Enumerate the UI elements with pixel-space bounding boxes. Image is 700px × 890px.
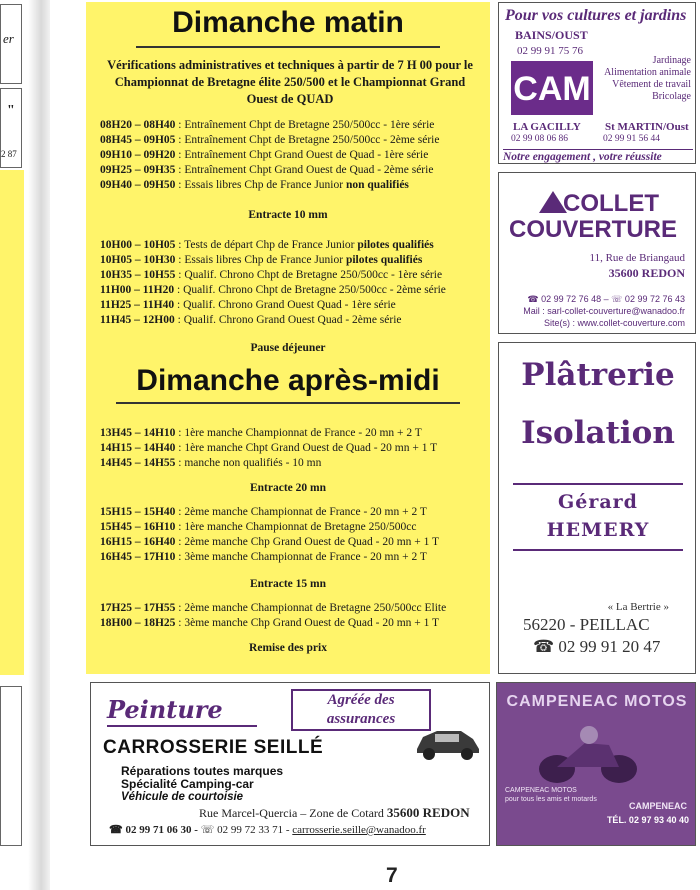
schedule-time: 13H45 – 14H10	[100, 427, 176, 439]
schedule-time: 11H45 – 12H00	[100, 314, 175, 326]
schedule-qualifier: pilotes qualifiés	[357, 239, 434, 251]
carrosserie-email[interactable]: carrosserie.seille@wanadoo.fr	[292, 824, 426, 836]
schedule-row	[100, 313, 484, 328]
schedule-time: 17H25 – 17H55	[100, 602, 176, 614]
afternoon-schedule-1	[100, 426, 484, 471]
cam-advert	[498, 2, 696, 164]
schedule-time: 16H45 – 17H10	[100, 551, 176, 563]
schedule-description: : Essais libres Chp de France Junior	[175, 179, 346, 191]
schedule-time: 15H45 – 16H10	[100, 521, 176, 533]
carrosserie-contact	[109, 823, 426, 836]
platrerie-line-1: Plâtrerie	[521, 357, 675, 393]
cam-service: Alimentation animale	[604, 67, 691, 78]
carrosserie-advert	[90, 682, 490, 846]
platrerie-phone: ☎ 02 99 91 20 47	[533, 637, 661, 656]
collet-contact	[523, 293, 685, 329]
morning-schedule-1	[100, 118, 484, 193]
cam-tel-1: 02 99 08 06 86	[511, 134, 568, 144]
cam-service: Jardinage	[652, 55, 691, 66]
schedule-time: 18H00 – 18H25	[100, 617, 176, 629]
divider	[107, 725, 257, 727]
cam-service: Bricolage	[652, 91, 691, 102]
cam-service: Vêtement de travail	[612, 79, 691, 90]
address-city: 35600 REDON	[386, 805, 470, 820]
schedule-description: : 2ème manche Championnat de France - 20 mn + 2 T	[175, 506, 427, 518]
service-line: Véhicule de courtoisie	[121, 791, 244, 803]
schedule-description: : Entraînement Chpt de Bretagne 250/500cc - 1ère série	[175, 119, 435, 131]
collet-brand-2: COUVERTURE	[509, 216, 678, 243]
schedule-time: 10H00 – 10H05	[100, 239, 176, 251]
previous-page-yellow-panel	[0, 170, 24, 675]
schedule-description: : Tests de départ Chp de France Junior	[175, 239, 358, 251]
schedule-row	[100, 456, 484, 471]
platrerie-last-name: HEMERY	[546, 519, 650, 541]
schedule-description: : Qualif. Chrono Grand Ouest Quad - 2ème série	[174, 314, 402, 326]
schedule-time: 11H00 – 11H20	[100, 284, 175, 296]
address-street: Rue Marcel-Quercia – Zone de Cotard	[199, 806, 387, 820]
previous-page-box	[0, 686, 22, 846]
schedule-time: 09H10 – 09H20	[100, 149, 176, 161]
previous-page-box	[0, 88, 22, 168]
schedule-time: 08H20 – 08H40	[100, 119, 176, 131]
schedule-description: : Entraînement Chpt Grand Ouest de Quad - 2ème série	[175, 164, 434, 176]
schedule-row	[100, 520, 484, 535]
schedule-row	[100, 238, 484, 253]
cam-tel-2: 02 99 91 56 44	[603, 134, 660, 144]
divider	[513, 549, 683, 551]
schedule-row	[100, 298, 484, 313]
schedule-row	[100, 118, 484, 133]
morning-schedule-2	[100, 238, 484, 328]
page-gutter	[28, 0, 50, 890]
cam-town-1: LA GACILLY	[513, 121, 581, 133]
agreee-stamp: Agréée des assurances	[291, 689, 431, 731]
platrerie-city: 56220 - PEILLAC	[523, 615, 650, 634]
schedule-row	[100, 268, 484, 283]
schedule-qualifier: pilotes qualifiés	[345, 254, 423, 266]
campeneac-motos-advert	[496, 682, 696, 846]
previous-page-box	[0, 4, 22, 84]
collet-mail[interactable]: Mail : sarl-collet-couverture@wanadoo.fr	[523, 306, 685, 316]
morning-title: Dimanche matin	[172, 6, 404, 39]
collet-city: 35600 REDON	[608, 266, 685, 280]
platrerie-advert	[498, 342, 696, 674]
collet-phones: ☎ 02 99 72 76 48 – ☏ 02 99 72 76 43	[527, 294, 685, 304]
edge-fragment: "	[7, 103, 15, 118]
campeneac-brand: CAMPENEAC	[628, 801, 687, 811]
schedule-time: 11H25 – 11H40	[100, 299, 175, 311]
schedule-row	[100, 505, 484, 520]
schedule-time: 14H15 – 14H40	[100, 442, 176, 454]
carrosserie-fax: ☏ 02 99 72 33 71 -	[200, 824, 293, 836]
schedule-time: 10H35 – 10H55	[100, 269, 176, 281]
schedule-row	[100, 253, 484, 268]
schedule-row	[100, 535, 484, 550]
schedule-description: : 3ème manche Championnat de France - 20 mn + 2 T	[175, 551, 427, 563]
schedule-row	[100, 163, 484, 178]
carrosserie-phone: ☎ 02 99 71 06 30 -	[109, 824, 201, 836]
cam-logo: CAM	[511, 61, 593, 115]
schedule-row	[100, 616, 484, 631]
schedule-description: : manche non qualifiés - 10 mn	[175, 457, 322, 469]
schedule-time: 16H15 – 16H40	[100, 536, 176, 548]
carrosserie-services	[121, 765, 283, 804]
schedule-time: 08H45 – 09H05	[100, 134, 176, 146]
program-intro: Vérifications administratives et techniques à partir de 7 H 00 pour le Championnat de Bretagne élite 250/500 et le Championnat Grand Ouest de QUAD	[107, 58, 473, 106]
cam-phone: 02 99 91 75 76	[517, 45, 583, 57]
motorbike-icon	[527, 719, 647, 789]
carrosserie-brand: CARROSSERIE SEILLÉ	[103, 737, 324, 758]
schedule-description: : 2ème manche Championnat de Bretagne 250/500cc Elite	[175, 602, 447, 614]
schedule-description: : Entraînement Chpt Grand Ouest de Quad - 1ère série	[175, 149, 429, 161]
divider	[513, 483, 683, 485]
cam-slogan: Notre engagement , votre réussite	[503, 149, 693, 163]
schedule-time: 09H25 – 09H35	[100, 164, 176, 176]
schedule-time: 14H45 – 14H55	[100, 457, 176, 469]
car-icon	[413, 723, 483, 761]
campeneac-fine-print: pour tous les amis et motards	[505, 796, 597, 803]
page-number: 7	[386, 864, 398, 887]
schedule-description: : Qualif. Chrono Chpt de Bretagne 250/500cc - 1ère série	[175, 269, 443, 281]
schedule-qualifier: non qualifiés	[345, 179, 409, 191]
peinture-label: Peinture	[107, 695, 223, 724]
schedule-description: : Entraînement Chpt de Bretagne 250/500cc - 2ème série	[175, 134, 440, 146]
schedule-description: : 1ère manche Championnat de France - 20 mn + 2 T	[175, 427, 422, 439]
schedule-description: : Qualif. Chrono Chpt de Bretagne 250/500cc - 2ème série	[174, 284, 446, 296]
cam-services	[597, 55, 691, 103]
schedule-description: : Qualif. Chrono Grand Ouest Quad - 1ère série	[174, 299, 396, 311]
schedule-description: : 1ère manche Championnat de Bretagne 250/500cc	[175, 521, 417, 533]
schedule-time: 15H15 – 15H40	[100, 506, 176, 518]
remise-des-prix: Remise des prix	[249, 642, 327, 654]
collet-site[interactable]: Site(s) : www.collet-couverture.com	[543, 318, 685, 328]
schedule-description: : 3ème manche Chp Grand Ouest de Quad - 20 mn + 1 T	[175, 617, 440, 629]
cam-subtitle: BAINS/OUST	[515, 28, 588, 42]
schedule-description: : 1ère manche Chpt Grand Ouest de Quad - 20 mn + 1 T	[175, 442, 438, 454]
title-underline	[136, 46, 440, 48]
entracte-1: Entracte 10 mm	[248, 209, 328, 221]
schedule-row	[100, 441, 484, 456]
program-panel	[86, 2, 490, 674]
schedule-row	[100, 133, 484, 148]
cam-headline: Pour vos cultures et jardins	[505, 7, 687, 24]
schedule-row	[100, 601, 484, 616]
edge-fragment: er	[3, 31, 14, 46]
carrosserie-address	[199, 805, 470, 821]
service-line: Réparations toutes marques	[121, 764, 284, 778]
campeneac-phone: TÉL. 02 97 93 40 40	[606, 815, 689, 825]
edge-fragment: 2 87	[1, 149, 17, 159]
entracte-3: Entracte 15 mn	[249, 578, 326, 590]
schedule-row	[100, 148, 484, 163]
schedule-time: 10H05 – 10H30	[100, 254, 176, 266]
collet-brand	[509, 191, 691, 243]
schedule-description: : Essais libres Chp de France Junior	[175, 254, 346, 266]
afternoon-schedule-2	[100, 505, 484, 565]
cam-town-2: St MARTIN/Oust	[605, 121, 689, 133]
title-underline	[116, 402, 460, 404]
collet-advert	[498, 172, 696, 334]
schedule-row	[100, 550, 484, 565]
platrerie-first-name: Gérard	[558, 491, 638, 513]
entracte-2: Entracte 20 mn	[249, 482, 326, 494]
collet-street: 11, Rue de Briangaud	[589, 252, 685, 264]
schedule-row	[100, 426, 484, 441]
schedule-description: : 2ème manche Chp Grand Ouest de Quad - 20 mn + 1 T	[175, 536, 440, 548]
service-line: Spécialité Camping-car	[121, 777, 254, 791]
schedule-row	[100, 283, 484, 298]
platrerie-line-2: Isolation	[521, 415, 675, 451]
afternoon-schedule-3	[100, 601, 484, 631]
schedule-time: 09H40 – 09H50	[100, 179, 176, 191]
collet-address	[589, 251, 685, 281]
campeneac-title: CAMPENEAC MOTOS	[506, 693, 688, 710]
afternoon-title: Dimanche après-midi	[136, 364, 440, 397]
pause-dejeuner: Pause déjeuner	[250, 342, 326, 354]
schedule-row	[100, 178, 484, 193]
campeneac-fine-print: CAMPENEAC MOTOS	[505, 787, 577, 794]
platrerie-locality: « La Bertrie »	[607, 601, 669, 613]
previous-page-edge	[0, 0, 26, 890]
collet-brand-1: COLLET	[563, 190, 659, 217]
